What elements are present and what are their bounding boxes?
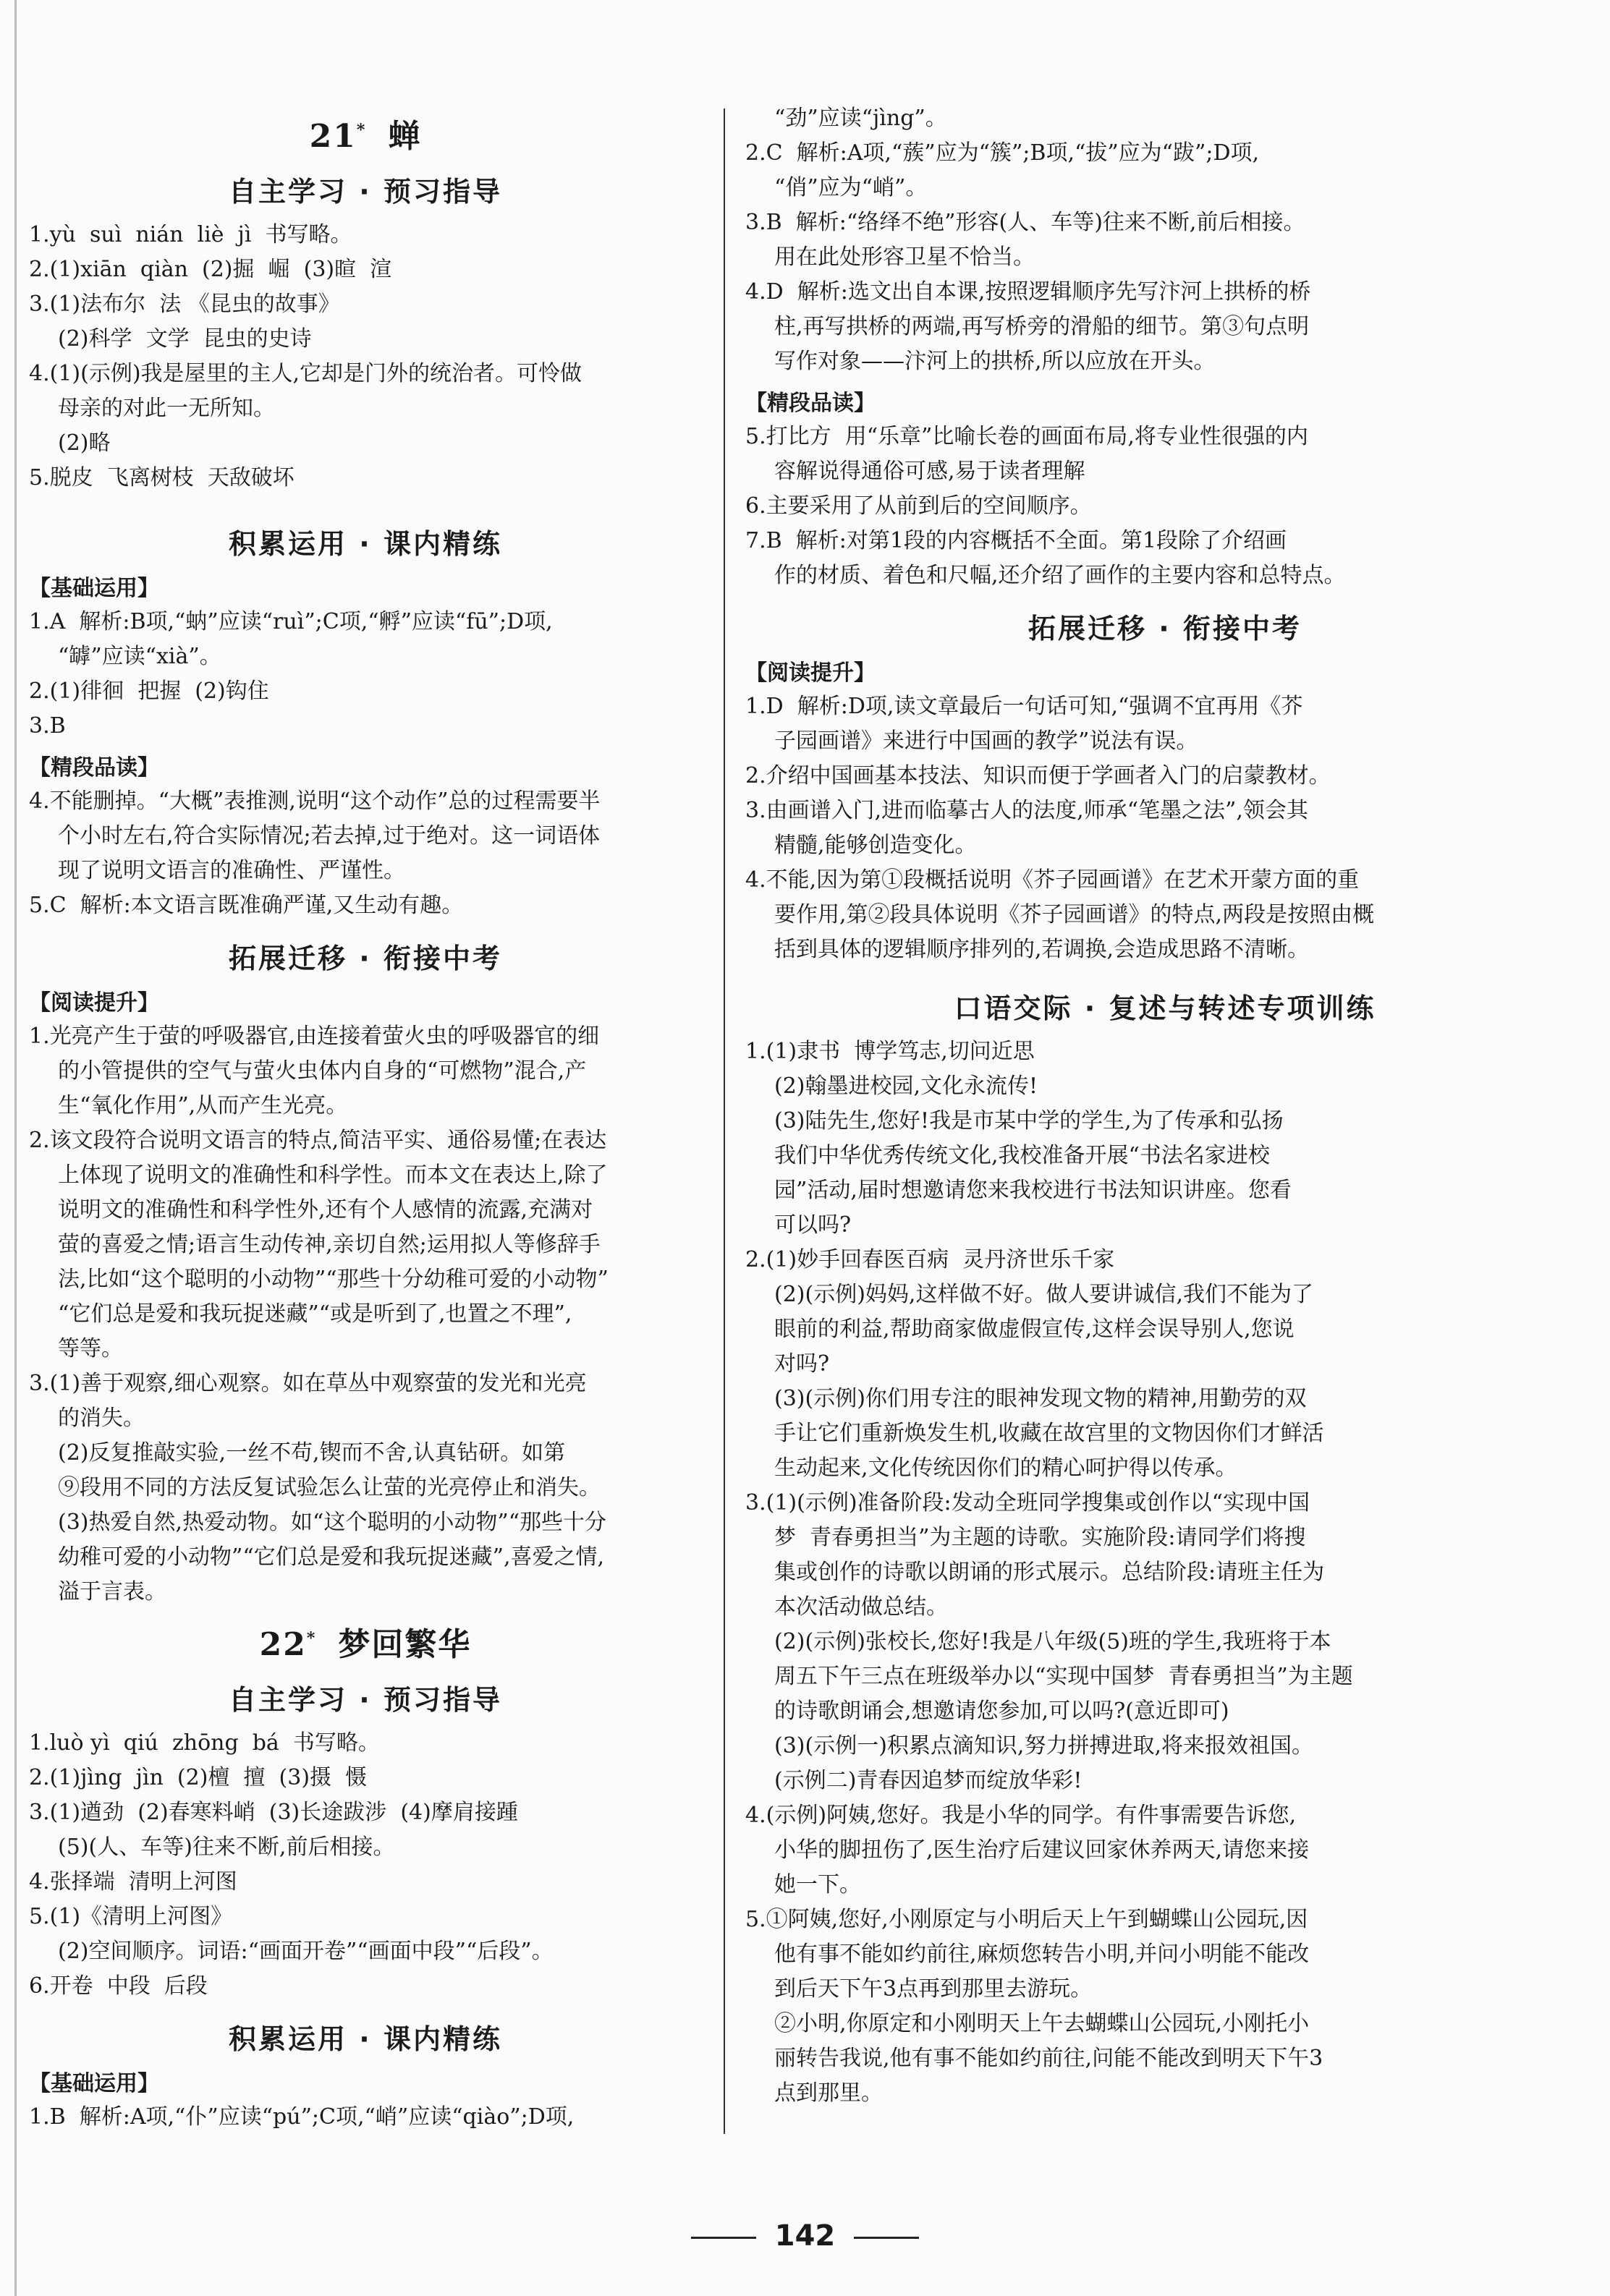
- answer-line: 1.D 解析:D项,读文章最后一句话可知,“强调不宜再用《芥: [745, 694, 1303, 719]
- answer-line: ②小明,你原定和小刚明天上午去蝴蝶山公园玩,小刚托小: [774, 2011, 1310, 2036]
- answer-line: 法,比如“这个聪明的小动物”“那些十分幼稚可爱的小动物”: [58, 1267, 609, 1292]
- answer-line: 写作对象——汴河上的拱桥,所以应放在开头。: [774, 349, 1216, 374]
- answer-line: 的消失。: [58, 1406, 145, 1431]
- answer-line: (5)(人、车等)往来不断,前后相接。: [58, 1834, 395, 1860]
- answer-line: 的诗歌朗诵会,想邀请您参加,可以吗?(意近即可): [774, 1698, 1229, 1724]
- section-heading: 自主学习 · 预习指导: [229, 176, 502, 208]
- answer-line: (2)(示例)妈妈,这样做不好。做人要讲诚信,我们不能为了: [774, 1282, 1313, 1307]
- answer-line: 6.开卷 中段 后段: [29, 1973, 208, 1999]
- right-column: [745, 101, 1585, 2111]
- answer-line: (3)(示例一)积累点滴知识,努力拼搏进取,将来报效祖国。: [774, 1733, 1313, 1759]
- subsection-label: 【阅读提升】: [745, 660, 876, 686]
- answer-line: (3)热爱自然,热爱动物。如“这个聪明的小动物”“那些十分: [58, 1510, 607, 1535]
- answer-line: 梦 青春勇担当”为主题的诗歌。实施阶段:请同学们将搜: [774, 1525, 1306, 1550]
- answer-line: “罅”应读“xià”。: [58, 644, 221, 669]
- answer-line: (3)(示例)你们用专注的眼神发现文物的精神,用勤劳的双: [774, 1386, 1307, 1411]
- answer-line: 容解说得通俗可感,易于读者理解: [774, 459, 1085, 484]
- answer-line: 1.A 解析:B项,“蚋”应读“ruì”;C项,“孵”应读“fū”;D项,: [29, 609, 553, 634]
- answer-line: 2.(1)妙手回春医百病 灵丹济世乐千家: [745, 1247, 1115, 1272]
- answer-line: 1.yù suì nián liè jì 书写略。: [29, 222, 352, 247]
- answer-line: 3.由画谱入门,进而临摹古人的法度,师承“笔墨之法”,领会其: [745, 798, 1308, 823]
- answer-line: 6.主要采用了从前到后的空间顺序。: [745, 493, 1092, 519]
- answer-line: 3.(1)法布尔 法 《昆虫的故事》: [29, 292, 340, 317]
- answer-line: 等等。: [58, 1336, 123, 1361]
- answer-line: 1.光亮产生于萤的呼吸器官,由连接着萤火虫的呼吸器官的细: [29, 1024, 600, 1049]
- answer-line: 生“氧化作用”,从而产生光亮。: [58, 1093, 348, 1118]
- answer-line: 对吗?: [774, 1351, 830, 1377]
- answer-line: 的小管提供的空气与萤火虫体内自身的“可燃物”混合,产: [58, 1058, 587, 1084]
- answer-line: 精髓,能够创造变化。: [774, 833, 977, 858]
- answer-line: 4.D 解析:选文出自本课,按照逻辑顺序先写汴河上拱桥的桥: [745, 279, 1311, 305]
- answer-line: “它们总是爱和我玩捉迷藏”“或是听到了,也置之不理”,: [58, 1301, 572, 1327]
- subsection-label: 【精段品读】: [29, 755, 159, 781]
- answer-line: 1.luò yì qiú zhōng bá 书写略。: [29, 1730, 380, 1756]
- section-heading: 自主学习 · 预习指导: [229, 1684, 502, 1716]
- subsection-label: 【阅读提升】: [29, 990, 159, 1016]
- answer-line: 2.该文段符合说明文语言的特点,简洁平实、通俗易懂;在表达: [29, 1128, 607, 1153]
- answer-line: ⑨段用不同的方法反复试验怎么让萤的光亮停止和消失。: [58, 1475, 601, 1500]
- answer-line: 小华的脚扭伤了,医生治疗后建议回家休养两天,请您来接: [774, 1837, 1310, 1863]
- section-heading: 口语交际 · 复述与转述专项训练: [954, 992, 1376, 1024]
- answer-line: 1.B 解析:A项,“仆”应读“pú”;C项,“峭”应读“qiào”;D项,: [29, 2104, 575, 2130]
- answer-line: 2.(1)徘徊 把握 (2)钩住: [29, 679, 269, 704]
- answer-line: 手让它们重新焕发生机,收藏在故宫里的文物因你们才鲜活: [774, 1421, 1324, 1446]
- answer-line: (2)反复推敲实验,一丝不苟,锲而不舍,认真钻研。如第: [58, 1440, 566, 1466]
- answer-line: 眼前的利益,帮助商家做虚假宣传,这样会误导别人,您说: [774, 1317, 1295, 1342]
- answer-line: 溢于言表。: [58, 1579, 166, 1604]
- answer-line: 3.(1)遒劲 (2)春寒料峭 (3)长途跋涉 (4)摩肩接踵: [29, 1800, 518, 1825]
- answer-line: 5.打比方 用“乐章”比喻长卷的画面布局,将专业性很强的内: [745, 424, 1308, 449]
- answer-line: (2)略: [58, 430, 111, 456]
- answer-line: 括到具体的逻辑顺序排列的,若调换,会造成思路不清晰。: [774, 937, 1310, 962]
- answer-line: (2)(示例)张校长,您好!我是八年级(5)班的学生,我班将于本: [774, 1629, 1331, 1654]
- lesson-title-22: 22* 梦回繁华: [259, 1626, 472, 1663]
- answer-line: 作的材质、着色和尺幅,还介绍了画作的主要内容和总特点。: [774, 563, 1346, 588]
- answer-line: 2.(1)xiān qiàn (2)掘 崛 (3)暄 渲: [29, 257, 392, 282]
- answer-line: (2)空间顺序。词语:“画面开卷”“画面中段”“后段”。: [58, 1939, 554, 1964]
- answer-line: 4.不能,因为第①段概括说明《芥子园画谱》在艺术开蒙方面的重: [745, 867, 1360, 893]
- section-heading: 拓展迁移 · 衔接中考: [1028, 613, 1302, 645]
- answer-line: 1.(1)隶书 博学笃志,切问近思: [745, 1039, 1035, 1064]
- answer-line: 上体现了说明文的准确性和科学性。而本文在表达上,除了: [58, 1162, 608, 1188]
- answer-line: 2.C 解析:A项,“蔟”应为“簇”;B项,“拔”应为“跋”;D项,: [745, 140, 1260, 166]
- answer-line: 现了说明文语言的准确性、严谨性。: [58, 858, 405, 883]
- answer-line: (2)翰墨进校园,文化永流传!: [774, 1073, 1038, 1099]
- answer-line: 我们中华优秀传统文化,我校准备开展“书法名家进校: [774, 1143, 1270, 1168]
- lesson-title-21: 21* 蝉: [309, 118, 422, 155]
- answer-line: (3)陆先生,您好!我是市某中学的学生,为了传承和弘扬: [774, 1108, 1284, 1134]
- answer-line: 4.(示例)阿姨,您好。我是小华的同学。有件事需要告诉您,: [745, 1803, 1297, 1828]
- answer-line: 她一下。: [774, 1872, 861, 1897]
- binding-margin-line: [14, 0, 17, 2296]
- answer-line: 他有事不能如约前往,麻烦您转告小明,并问小明能不能改: [774, 1942, 1310, 1967]
- page-number: 142: [0, 2219, 1610, 2253]
- answer-line: 柱,再写拱桥的两端,再写桥旁的滑船的细节。第③句点明: [774, 314, 1310, 339]
- answer-line: 点到那里。: [774, 2080, 883, 2106]
- answer-line: (示例二)青春因追梦而绽放华彩!: [774, 1768, 1082, 1793]
- section-heading: 积累运用 · 课内精练: [229, 2023, 502, 2055]
- answer-line: 3.B: [29, 713, 66, 739]
- answer-line: “劲”应读“jìng”。: [774, 106, 947, 131]
- answer-line: 3.(1)(示例)准备阶段:发动全班同学搜集或创作以“实现中国: [745, 1490, 1310, 1515]
- answer-line: 集或创作的诗歌以朗诵的形式展示。总结阶段:请班主任为: [774, 1560, 1325, 1585]
- column-divider: [724, 109, 725, 2134]
- answer-line: 5.①阿姨,您好,小刚原定与小明后天上午到蝴蝶山公园玩,因: [745, 1907, 1308, 1932]
- answer-line: 2.介绍中国画基本技法、知识而便于学画者入门的启蒙教材。: [745, 763, 1331, 788]
- answer-line: 说明文的准确性和科学性外,还有个人感情的流露,充满对: [58, 1197, 593, 1223]
- answer-line: 丽转告我说,他有事不能如约前往,问能不能改到明天下午3: [774, 2046, 1323, 2071]
- answer-line: 个小时左右,符合实际情况;若去掉,过于绝对。这一词语体: [58, 823, 601, 849]
- answer-line: 5.(1)《清明上河图》: [29, 1904, 233, 1929]
- answer-line: 7.B 解析:对第1段的内容概括不全面。第1段除了介绍画: [745, 528, 1287, 553]
- answer-line: 园”活动,届时想邀请您来我校进行书法知识讲座。您看: [774, 1178, 1292, 1203]
- answer-line: “俏”应为“峭”。: [774, 175, 928, 200]
- answer-line: 5.C 解析:本文语言既准确严谨,又生动有趣。: [29, 893, 464, 918]
- answer-line: 3.(1)善于观察,细心观察。如在草丛中观察萤的发光和光亮: [29, 1371, 587, 1396]
- answer-line: 2.(1)jìng jìn (2)檀 擅 (3)摄 慑: [29, 1765, 368, 1790]
- answer-line: 母亲的对此一无所知。: [58, 396, 275, 421]
- answer-line: 本次活动做总结。: [774, 1594, 948, 1620]
- answer-line: 3.B 解析:“络绎不绝”形容(人、车等)往来不断,前后相接。: [745, 210, 1305, 235]
- subsection-label: 【基础运用】: [29, 576, 159, 601]
- answer-line: 萤的喜爱之情;语言生动传神,亲切自然;运用拟人等修辞手: [58, 1232, 601, 1257]
- answer-line: 可以吗?: [774, 1212, 852, 1238]
- left-column: [29, 101, 702, 2135]
- answer-line: 到后天下午3点再到那里去游玩。: [774, 1976, 1093, 2002]
- answer-line: 5.脱皮 飞离树枝 天敌破坏: [29, 465, 295, 490]
- answer-line: 用在此处形容卫星不恰当。: [774, 245, 1035, 270]
- subsection-label: 【精段品读】: [745, 391, 876, 416]
- answer-line: 4.张择端 清明上河图: [29, 1869, 237, 1895]
- section-heading: 拓展迁移 · 衔接中考: [229, 943, 502, 974]
- section-heading: 积累运用 · 课内精练: [229, 528, 502, 560]
- answer-line: 4.(1)(示例)我是屋里的主人,它却是门外的统治者。可怜做: [29, 361, 582, 386]
- answer-line: 4.不能删掉。“大概”表推测,说明“这个动作”总的过程需要半: [29, 788, 601, 814]
- answer-line: (2)科学 文学 昆虫的史诗: [58, 326, 312, 352]
- answer-line: 子园画谱》来进行中国画的教学”说法有误。: [774, 728, 1198, 754]
- answer-line: 要作用,第②段具体说明《芥子园画谱》的特点,两段是按照由概: [774, 902, 1375, 927]
- subsection-label: 【基础运用】: [29, 2071, 159, 2096]
- answer-line: 幼稚可爱的小动物”“它们总是爱和我玩捉迷藏”,喜爱之情,: [58, 1544, 605, 1570]
- answer-line: 周五下午三点在班级举办以“实现中国梦 青春勇担当”为主题: [774, 1664, 1353, 1689]
- answer-line: 生动起来,文化传统因你们的精心呵护得以传承。: [774, 1455, 1237, 1481]
